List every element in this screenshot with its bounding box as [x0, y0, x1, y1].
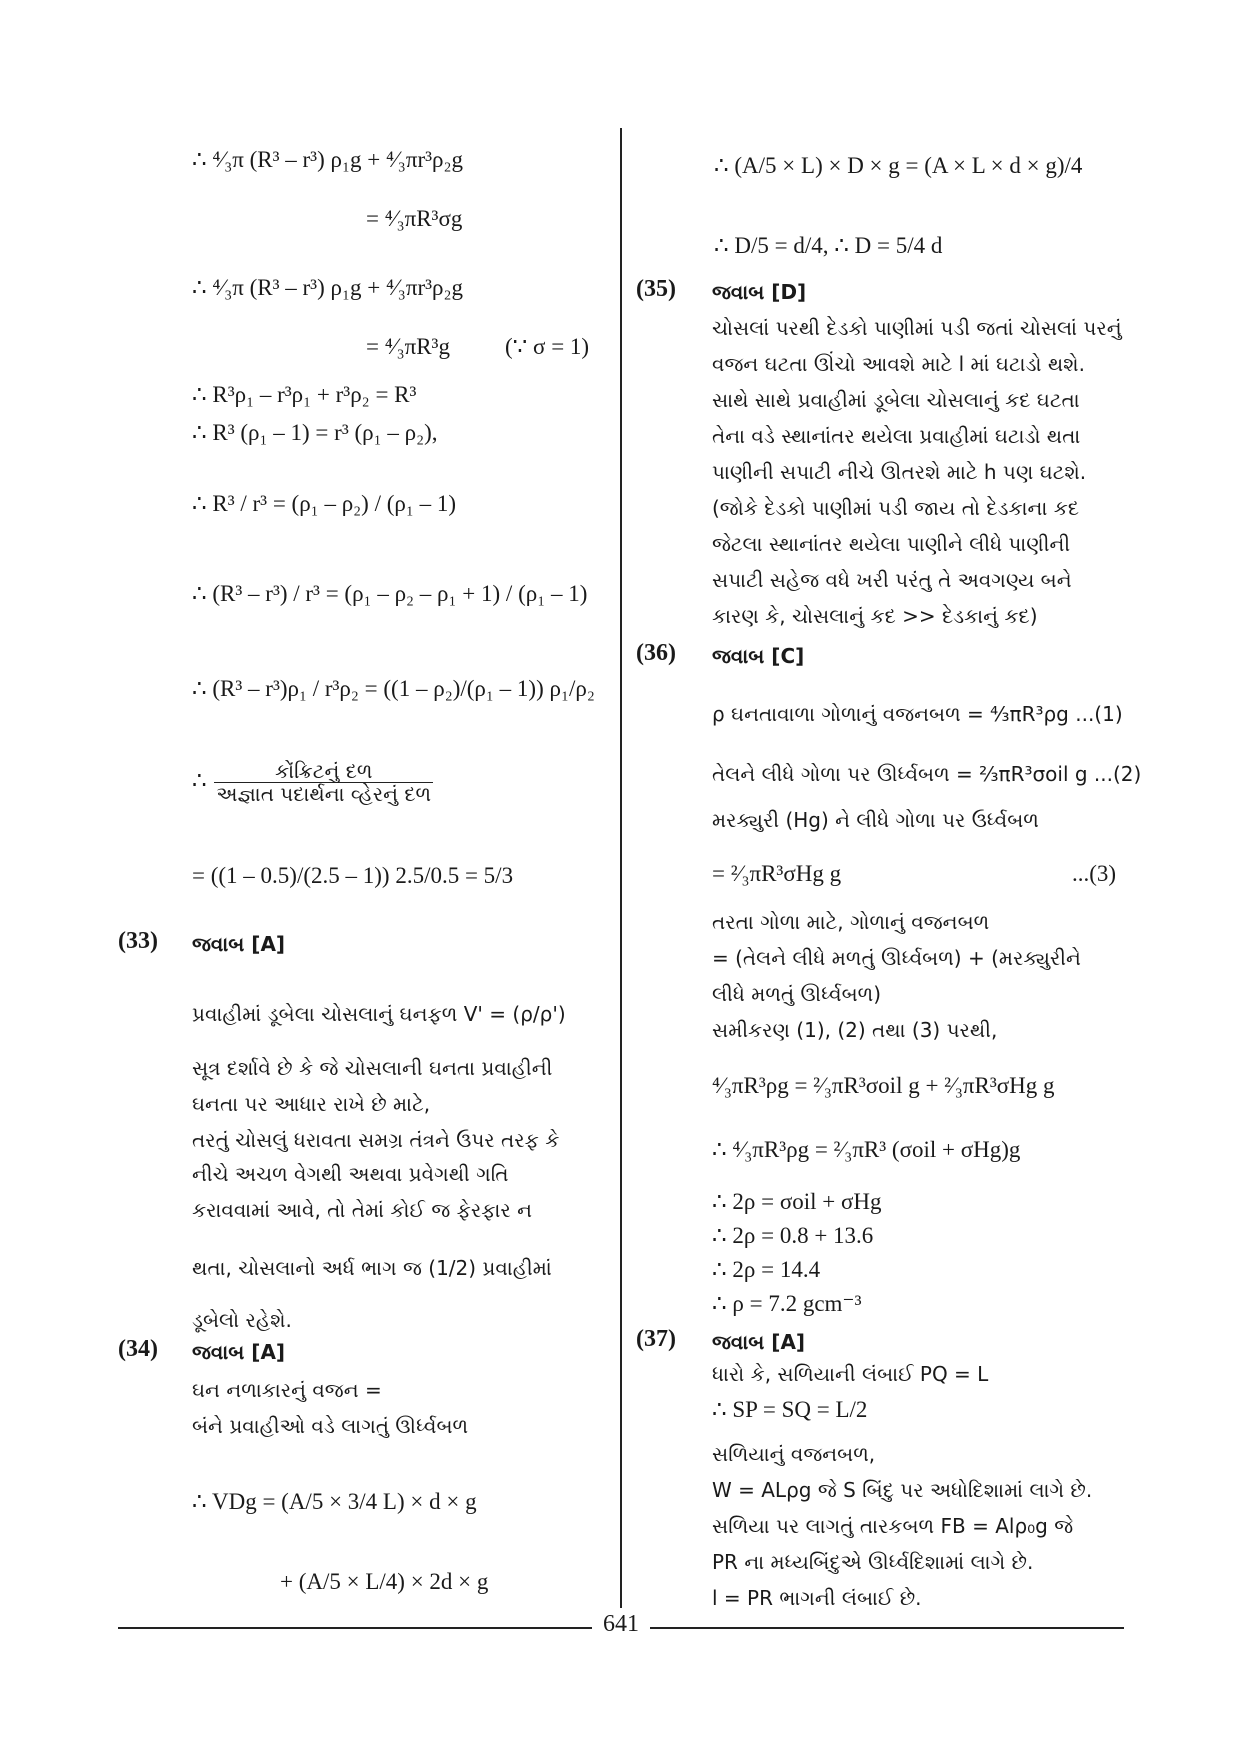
q33-line-3: ઘનતા પર આધાર રાખે છે માટે,: [192, 1092, 431, 1116]
q37-line-3: સળિયાનું વજનબળ,: [712, 1442, 876, 1466]
q35-line-4: તેના વડે સ્થાનાંતર થયેલા પ્રવાહીમાં ઘટાડો થતા: [712, 424, 1081, 448]
q36-line-9: ⁴⁄₃πR³ρg = ²⁄₃πR³σoil g + ²⁄₃πR³σHg g: [712, 1073, 1055, 1098]
q34-line-1: ઘન નળાકારનું વજન =: [192, 1378, 382, 1402]
page-number: 641: [603, 1611, 639, 1637]
question-37-number: (37): [636, 1326, 676, 1352]
q36-line-4-note: ...(3): [1072, 861, 1117, 886]
question-34-answer: જવાબ [A]: [192, 1340, 286, 1364]
mass-ratio-denominator: અજ્ઞાત પદાર્થના વ્હેરનું દળ: [216, 782, 432, 806]
footer-rule-right: [650, 1627, 1124, 1629]
mass-ratio-numerator: કોંક્રિટનું દળ: [214, 760, 433, 783]
q33-line-2: સૂત્ર દર્શાવે છે કે જે ચોસલાની ઘનતા પ્રવાહીની: [192, 1056, 553, 1080]
eq-line-8: ∴ (R³ – r³) / r³ = (ρ₁ – ρ₂ – ρ₁ + 1) / (ρ₁ – 1): [192, 581, 588, 606]
question-35-answer: જવાબ [D]: [712, 280, 807, 304]
q36-line-5: તરતા ગોળા માટે, ગોળાનું વજનબળ: [712, 910, 990, 934]
q33-line-4: તરતું ચોસલું ધરાવતા સમગ્ર તંત્રને ઉપર તરફ કે: [192, 1128, 560, 1152]
question-36-answer: જવાબ [C]: [712, 644, 805, 668]
q35-line-8: સપાટી સહેજ વધે ખરી પરંતુ તે અવગણ્ય બને: [712, 568, 1072, 592]
eq-line-3: ∴ ⁴⁄₃π (R³ – r³) ρ₁g + ⁴⁄₃πr³ρ₂g: [192, 275, 463, 300]
q36-line-12: ∴ 2ρ = 0.8 + 13.6: [712, 1223, 874, 1248]
q36-line-14: ∴ ρ = 7.2 gcm⁻³: [712, 1291, 862, 1316]
eq-line-6: ∴ R³ (ρ₁ – 1) = r³ (ρ₁ – ρ₂),: [192, 420, 438, 445]
footer-rule-left: [118, 1627, 592, 1629]
q36-line-2: તેલને લીધે ગોળા પર ઊર્ધ્વબળ = ²⁄₃πR³σoil g ...(2): [712, 762, 1142, 786]
r-eq-line-2: ∴ D/5 = d/4, ∴ D = 5/4 d: [714, 233, 943, 258]
eq-line-5: ∴ R³ρ₁ – r³ρ₁ + r³ρ₂ = R³: [192, 382, 417, 407]
q37-line-1: ધારો કે, સળિયાની લંબાઈ PQ = L: [712, 1362, 989, 1386]
q36-line-6: = (તેલને લીધે મળતું ઊર્ધ્વબળ) + (મરક્યુરીને: [712, 946, 1081, 970]
q36-line-7: લીધે મળતું ઊર્ધ્વબળ): [712, 982, 882, 1006]
question-36-number: (36): [636, 640, 676, 666]
q37-line-5: સળિયા પર લાગતું તારકબળ FB = Alρ₀g જે: [712, 1514, 1074, 1538]
mass-ratio-fraction: ∴ $\frac{\text{કોંક્રિટનું દળ}}{\text{અજ્ઞાત પદાર્થના વ્હેરનું દળ}}$: [192, 759, 432, 806]
question-33-number: (33): [118, 928, 158, 954]
q34-line-3: ∴ VDg = (A/5 × 3/4 L) × d × g: [192, 1489, 477, 1514]
q34-line-2: બંને પ્રવાહીઓ વડે લાગતું ઊર્ધ્વબળ: [192, 1414, 469, 1438]
q35-line-3: સાથે સાથે પ્રવાહીમાં ડૂબેલા ચોસલાનું કદ ઘટતા: [712, 388, 1080, 412]
eq-line-9: ∴ (R³ – r³)ρ₁ / r³ρ₂ = ((1 – ρ₂)/(ρ₁ – 1)) ρ₁/ρ₂: [192, 676, 595, 701]
q36-line-13: ∴ 2ρ = 14.4: [712, 1257, 821, 1282]
q33-line-8: ડૂબેલો રહેશે.: [192, 1308, 292, 1332]
r-eq-line-1: ∴ (A/5 × L) × D × g = (A × L × d × g)/4: [714, 153, 1083, 178]
eq-line-4-note: (∵ σ = 1): [505, 334, 590, 359]
q36-line-10: ∴ ⁴⁄₃πR³ρg = ²⁄₃πR³ (σoil + σHg)g: [712, 1137, 1021, 1162]
question-37-answer: જવાબ [A]: [712, 1330, 806, 1354]
question-33-answer: જવાબ [A]: [192, 932, 286, 956]
q37-line-4: W = ALρg જે S બિંદુ પર અધોદિશામાં લાગે છે.: [712, 1478, 1093, 1502]
eq-line-7: ∴ R³ / r³ = (ρ₁ – ρ₂) / (ρ₁ – 1): [192, 491, 457, 516]
q37-line-6: PR ના મધ્યબિંદુએ ઊર્ધ્વદિશામાં લાગે છે.: [712, 1550, 1034, 1574]
q35-line-5: પાણીની સપાટી નીચે ઊતરશે માટે h પણ ઘટશે.: [712, 460, 1087, 484]
eq-line-1: ∴ ⁴⁄₃π (R³ – r³) ρ₁g + ⁴⁄₃πr³ρ₂g: [192, 147, 463, 172]
q33-line-5: નીચે અચળ વેગથી અથવા પ્રવેગથી ગતિ: [192, 1162, 509, 1186]
q35-line-9: કારણ કે, ચોસલાનું કદ >> દેડકાનું કદ): [712, 604, 1038, 628]
question-34-number: (34): [118, 1336, 158, 1362]
q33-line-6: કરાવવામાં આવે, તો તેમાં કોઈ જ ફેરફાર ન: [192, 1198, 533, 1222]
q33-line-7: થતા, ચોસલાનો અર્ધ ભાગ જ (1/2) પ્રવાહીમાં: [192, 1256, 552, 1280]
eq-line-11: = ((1 – 0.5)/(2.5 – 1)) 2.5/0.5 = 5/3: [192, 863, 514, 888]
q36-line-11: ∴ 2ρ = σoil + σHg: [712, 1189, 882, 1214]
q35-line-7: જેટલા સ્થાનાંતર થયેલા પાણીને લીધે પાણીની: [712, 532, 1071, 556]
q36-line-1: ρ ઘનતાવાળા ગોળાનું વજનબળ = ⁴⁄₃πR³ρg ...(1): [712, 702, 1123, 726]
eq-line-4: = ⁴⁄₃πR³g: [366, 334, 450, 359]
q34-line-4: + (A/5 × L/4) × 2d × g: [280, 1569, 489, 1594]
q37-line-7: l = PR ભાગની લંબાઈ છે.: [712, 1586, 922, 1610]
q35-line-2: વજન ઘટતા ઊંચો આવશે માટે l માં ઘટાડો થશે.: [712, 352, 1085, 376]
q36-line-3: મરક્યુરી (Hg) ને લીધે ગોળા પર ઉર્ધ્વબળ: [712, 808, 1039, 832]
q35-line-6: (જોકે દેડકો પાણીમાં પડી જાય તો દેડકાના કદ: [712, 496, 1080, 520]
question-35-number: (35): [636, 276, 676, 302]
q35-line-1: ચોસલાં પરથી દેડકો પાણીમાં પડી જતાં ચોસલાં પરનું: [712, 316, 1122, 340]
q36-line-8: સમીકરણ (1), (2) તથા (3) પરથી,: [712, 1018, 998, 1042]
q37-line-2: ∴ SP = SQ = L/2: [712, 1397, 868, 1422]
column-divider: [620, 128, 622, 1608]
eq-line-2: = ⁴⁄₃πR³σg: [366, 206, 463, 231]
q33-line-1: પ્રવાહીમાં ડૂબેલા ચોસલાનું ઘનફળ V' = (ρ/ρ'): [192, 1002, 566, 1026]
q36-line-4: = ²⁄₃πR³σHg g: [712, 861, 842, 886]
